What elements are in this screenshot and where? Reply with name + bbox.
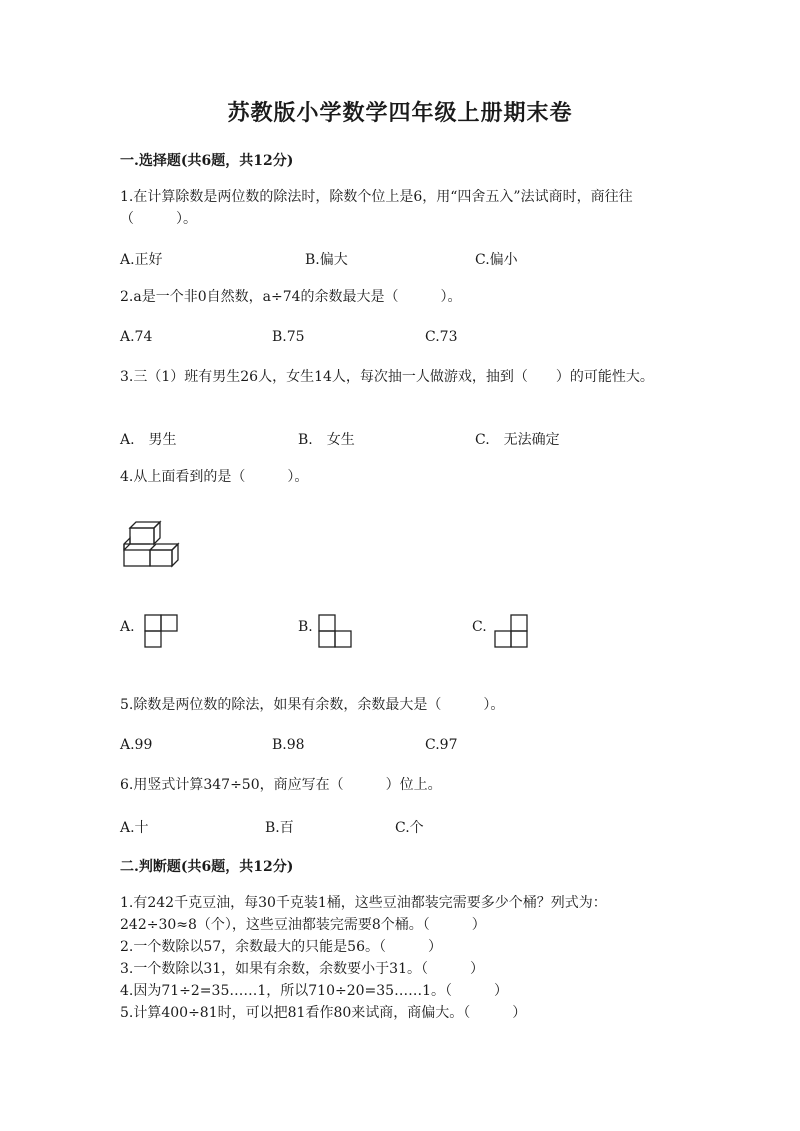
q5-option-c[interactable]: C.97	[425, 737, 458, 753]
question-1: 1.在计算除数是两位数的除法时，除数个位上是6，用“四舍五入”法试商时，商往往（ ）。	[120, 189, 633, 227]
q2-option-b[interactable]: B.75	[272, 329, 305, 345]
judgment-item-4: 4.因为71÷2=35……1，所以710÷20=35……1。（ ）	[120, 983, 508, 999]
q4-option-b[interactable]: B.	[298, 619, 313, 635]
question-2: 2.a是一个非0自然数，a÷74的余数最大是（ ）。	[120, 289, 462, 305]
q1-option-a[interactable]: A.正好	[120, 252, 163, 268]
question-5: 5.除数是两位数的除法，如果有余数，余数最大是（ ）。	[120, 697, 505, 713]
q3-option-b[interactable]: B. 女生	[298, 432, 355, 448]
section-heading-choice: 一.选择题(共6题，共12分)	[120, 153, 294, 169]
q2-option-a[interactable]: A.74	[120, 329, 153, 345]
q1-option-c[interactable]: C.偏小	[475, 252, 518, 268]
question-4: 4.从上面看到的是（ ）。	[120, 469, 309, 485]
q5-option-b[interactable]: B.98	[272, 737, 305, 753]
judgment-item-5: 5.计算400÷81时，可以把81看作80来试商，商偏大。（ ）	[120, 1005, 527, 1021]
judgment-item-2: 2.一个数除以57，余数最大的只能是56。（ ）	[120, 939, 442, 955]
page-title: 苏教版小学数学四年级上册期末卷	[227, 100, 573, 126]
q4-option-c[interactable]: C.	[472, 619, 487, 635]
q5-option-a[interactable]: A.99	[120, 737, 153, 753]
q6-option-c[interactable]: C.个	[395, 820, 424, 836]
q4-option-a[interactable]: A.	[120, 619, 135, 635]
q3-option-a[interactable]: A. 男生	[120, 432, 177, 448]
top-view-shape-a-icon	[144, 614, 178, 650]
question-3: 3.三（1）班有男生26人，女生14人，每次抽一人做游戏，抽到（ ）的可能性大。	[120, 369, 654, 385]
q2-option-c[interactable]: C.73	[425, 329, 458, 345]
q6-option-a[interactable]: A.十	[120, 820, 149, 836]
q1-option-b[interactable]: B.偏大	[305, 252, 348, 268]
section-heading-judgment: 二.判断题(共6题，共12分)	[120, 859, 294, 875]
judgment-item-3: 3.一个数除以31，如果有余数，余数要小于31。（ ）	[120, 961, 484, 977]
top-view-shape-c-icon	[494, 614, 528, 650]
q3-option-c[interactable]: C. 无法确定	[475, 432, 560, 448]
judgment-item-1: 1.有242千克豆油，每30千克装1桶，这些豆油都装完需要多少个桶？列式为：242÷30≈8（个），这些豆油都装完需要8个桶。（ ）	[120, 895, 607, 933]
top-view-shape-b-icon	[318, 614, 352, 650]
question-6: 6.用竖式计算347÷50，商应写在（ ）位上。	[120, 777, 442, 793]
isometric-cubes-figure-icon	[120, 520, 182, 568]
q6-option-b[interactable]: B.百	[265, 820, 294, 836]
